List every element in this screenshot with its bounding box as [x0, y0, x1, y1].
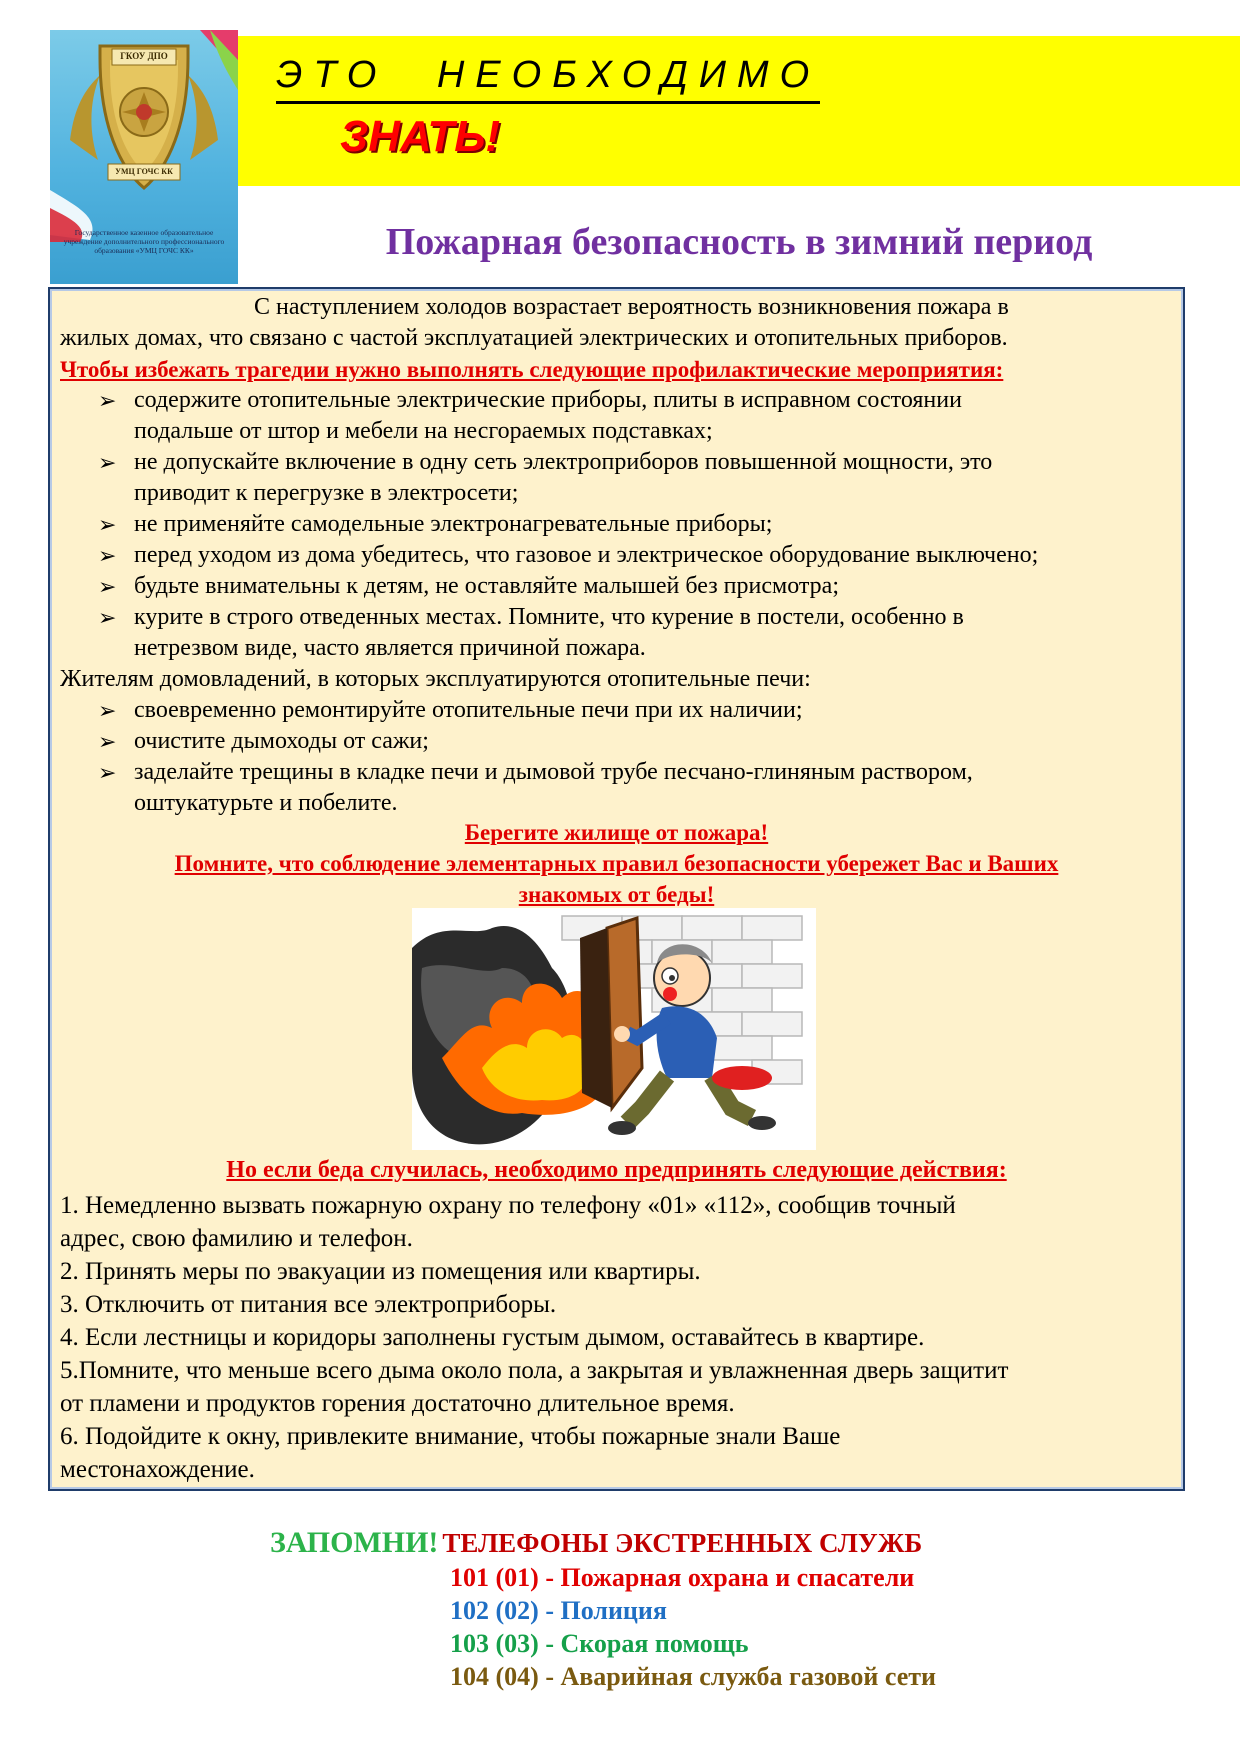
slogan-protect-home: Берегите жилище от пожара!	[464, 820, 769, 845]
header-banner	[238, 36, 1240, 186]
list-item: не допускайте включение в одну сеть электроприборов повышенной мощности, это	[134, 449, 993, 475]
arrow-bullet-icon: ➢	[98, 698, 117, 723]
actions-heading: Но если беда случилась, необходимо предпринять следующие действия:	[226, 1157, 1007, 1183]
list-item: своевременно ремонтируйте отопительные печи при их наличии;	[134, 697, 803, 723]
logo-shield-bottom-text: УМЦ ГОЧС КК	[115, 167, 173, 176]
phones-heading	[270, 1526, 922, 1560]
list-item: не применяйте самодельные электронагревательные приборы;	[134, 511, 773, 537]
slogan-remember-line-2: знакомых от беды!	[518, 882, 715, 907]
organization-logo	[50, 30, 238, 284]
list-item-continuation: приводит к перегрузке в электросети;	[134, 480, 519, 506]
list-item-continuation: подальше от штор и мебели на несгораемых подставках;	[134, 418, 713, 444]
arrow-bullet-icon: ➢	[98, 450, 117, 475]
action-line: адрес, свою фамилию и телефон.	[60, 1225, 413, 1252]
arrow-bullet-icon: ➢	[98, 729, 117, 754]
stoves-heading: Жителям домовладений, в которых эксплуатируются отопительные печи:	[60, 666, 811, 692]
list-item: заделайте трещины в кладке печи и дымовой трубе песчано-глиняным раствором,	[134, 759, 973, 785]
list-item: содержите отопительные электрические приборы, плиты в исправном состоянии	[134, 387, 962, 413]
measures-heading: Чтобы избежать трагедии нужно выполнять следующие профилактические мероприятия:	[60, 357, 1004, 382]
action-line: 6. Подойдите к окну, привлеките внимание, чтобы пожарные знали Ваше	[60, 1423, 841, 1450]
list-item-continuation: оштукатурьте и побелите.	[134, 790, 398, 816]
list-item: будьте внимательны к детям, не оставляйте малышей без присмотра;	[134, 573, 839, 599]
list-item: очистите дымоходы от сажи;	[134, 728, 429, 754]
list-item-continuation: нетрезвом виде, часто является причиной пожара.	[134, 635, 646, 661]
arrow-bullet-icon: ➢	[98, 605, 117, 630]
arrow-bullet-icon: ➢	[98, 574, 117, 599]
intro-line-1: С наступлением холодов возрастает вероятность возникновения пожара в	[254, 294, 1009, 320]
action-line: 5.Помните, что меньше всего дыма около пола, а закрытая и увлажненная дверь защитит	[60, 1357, 1009, 1384]
fire-door-cartoon-icon	[412, 908, 816, 1150]
phones-heading-text: ТЕЛЕФОНЫ ЭКСТРЕННЫХ СЛУЖБ	[442, 1528, 923, 1558]
arrow-bullet-icon: ➢	[98, 512, 117, 537]
action-line: от пламени и продуктов горения достаточно длительное время.	[60, 1390, 735, 1417]
page-title: Пожарная безопасность в зимний период	[385, 221, 1093, 263]
banner-line-2: ЗНАТЬ!	[340, 112, 501, 161]
action-line: 1. Немедленно вызвать пожарную охрану по телефону «01» «112», сообщив точный	[60, 1192, 956, 1219]
arrow-bullet-icon: ➢	[98, 543, 117, 568]
action-line: 3. Отключить от питания все электроприборы.	[60, 1291, 557, 1318]
list-item: курите в строго отведенных местах. Помните, что курение в постели, особенно в	[134, 604, 964, 630]
logo-caption: Государственное казенное образовательное учреждение дополнительного профессионального образования «УМЦ ГОЧС КК»	[63, 228, 225, 255]
intro-line-2: жилых домах, что связано с частой эксплуатацией электрических и отопительных приборов.	[60, 325, 1008, 351]
action-line: 2. Принять меры по эвакуации из помещения или квартиры.	[60, 1258, 701, 1285]
list-item: перед уходом из дома убедитесь, что газовое и электрическое оборудование выключено;	[134, 542, 1039, 568]
logo-shield-top-text: ГКОУ ДПО	[120, 51, 168, 61]
phone-gas: 104 (04) - Аварийная служба газовой сети	[450, 1662, 937, 1691]
banner-line-1: ЭТО НЕОБХОДИМО	[276, 54, 820, 104]
arrow-bullet-icon: ➢	[98, 760, 117, 785]
action-line: 4. Если лестницы и коридоры заполнены густым дымом, оставайтесь в квартире.	[60, 1324, 925, 1351]
phone-fire: 101 (01) - Пожарная охрана и спасатели	[450, 1563, 915, 1592]
arrow-bullet-icon: ➢	[98, 388, 117, 413]
phone-police: 102 (02) - Полиция	[450, 1596, 667, 1625]
action-line: местонахождение.	[60, 1456, 255, 1483]
phone-ambulance: 103 (03) - Скорая помощь	[450, 1629, 749, 1658]
slogans	[48, 820, 1185, 920]
fire-illustration	[412, 908, 816, 1150]
remember-label: ЗАПОМНИ!	[270, 1526, 439, 1559]
slogan-remember-line-1: Помните, что соблюдение элементарных правил безопасности убережет Вас и Ваших	[174, 851, 1059, 876]
